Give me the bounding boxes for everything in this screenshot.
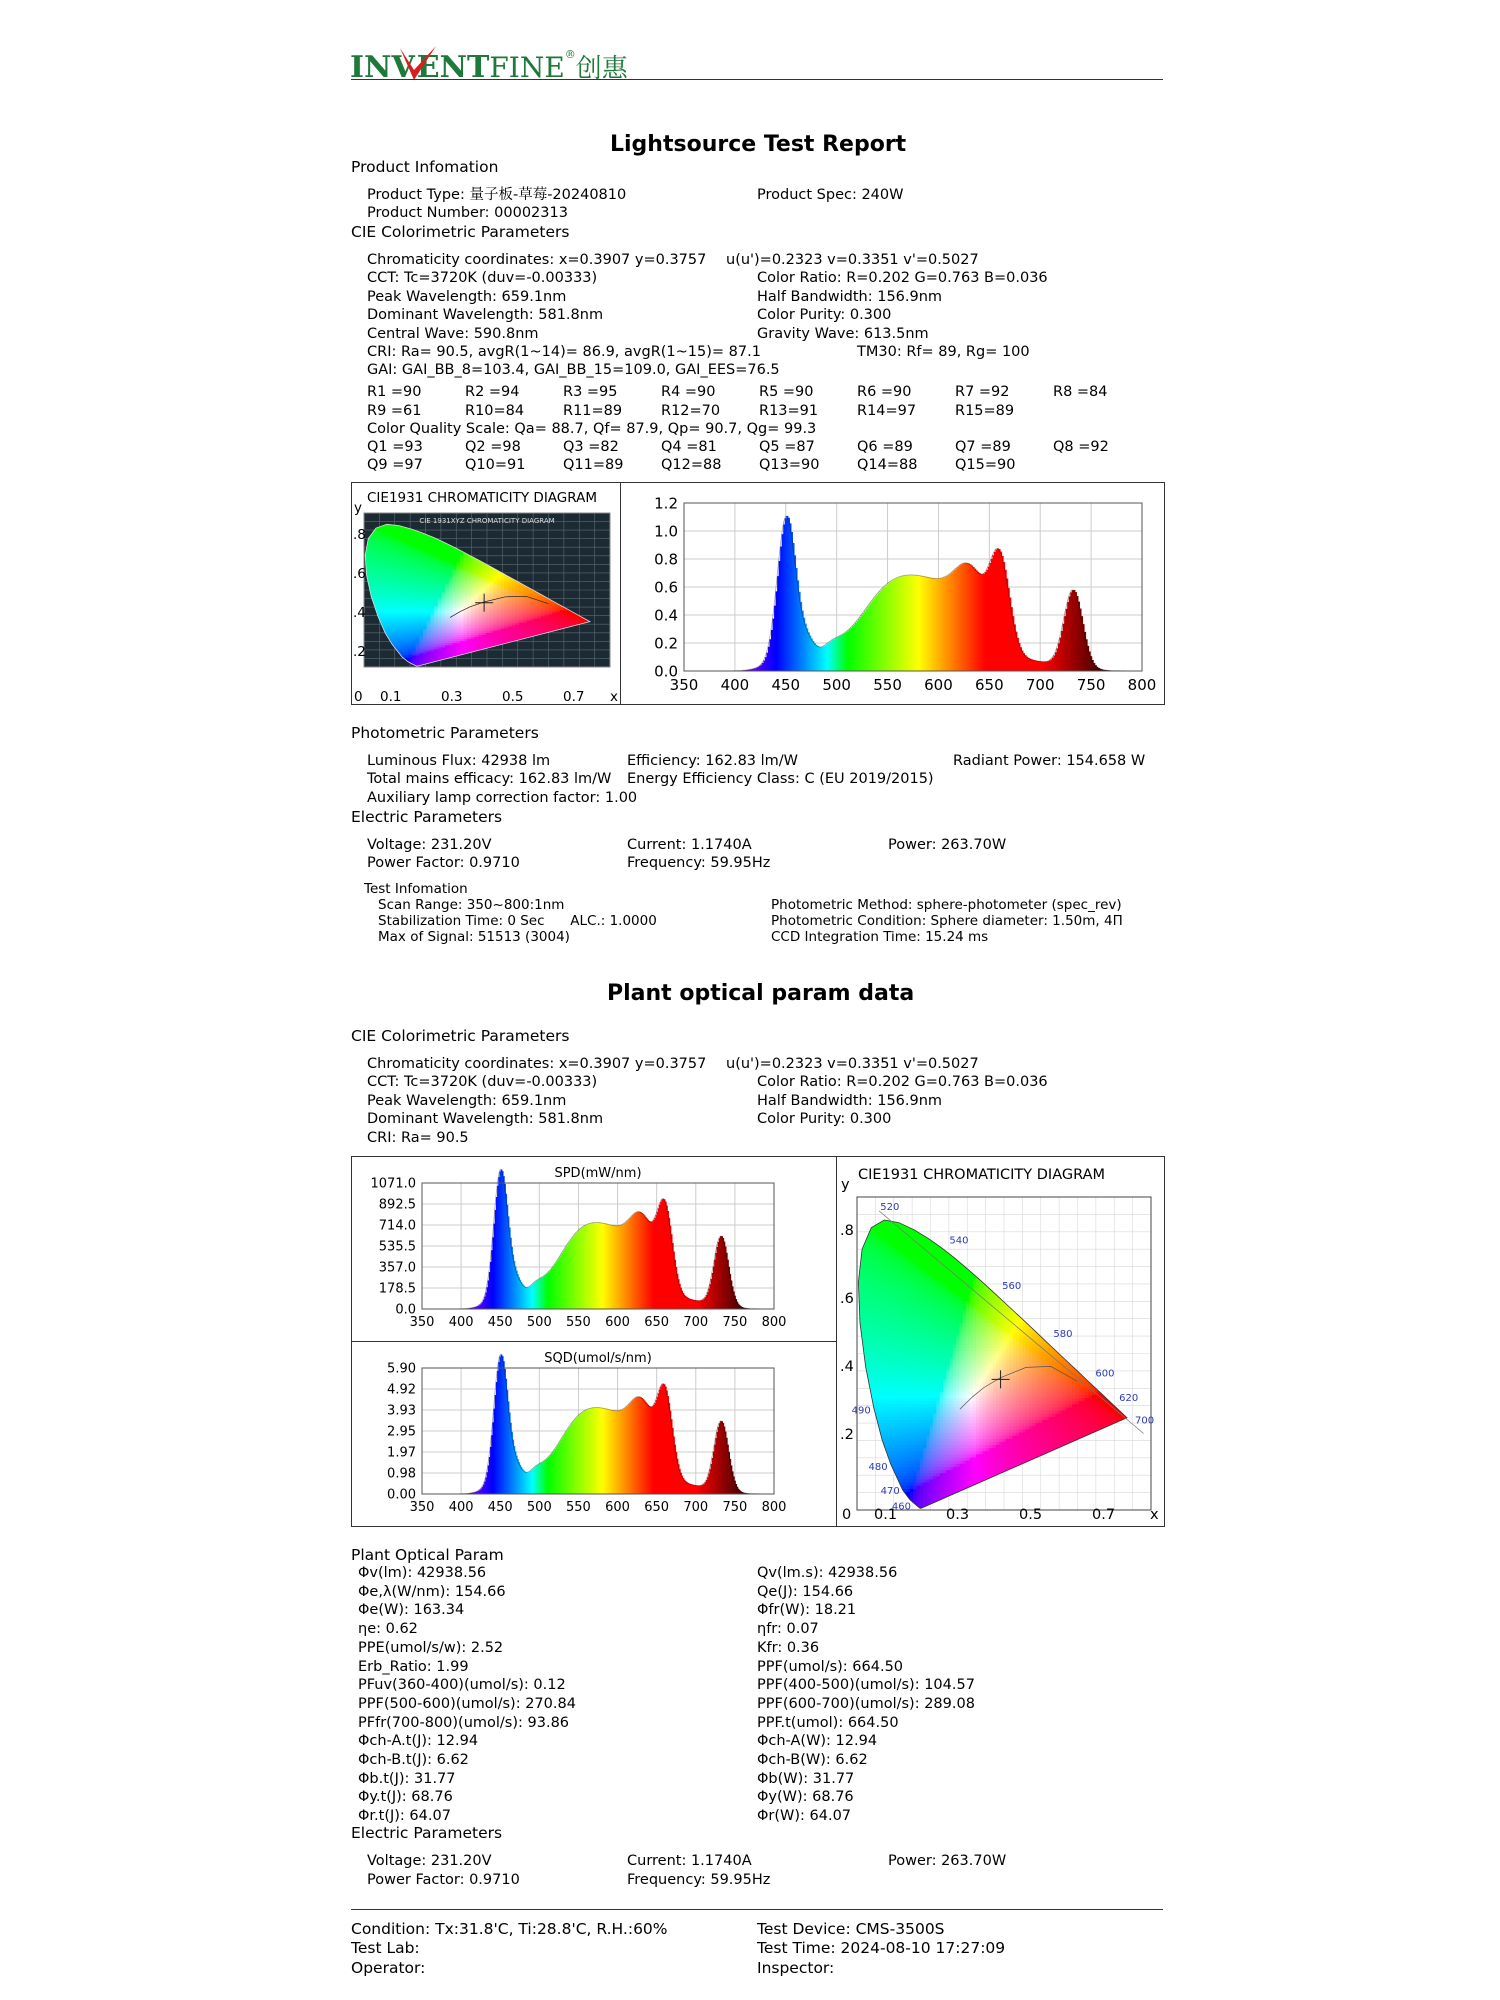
stabilization: Stabilization Time: 0 Sec ALC.: 1.0000 bbox=[378, 913, 657, 929]
spd-xtick: 400 bbox=[448, 1315, 474, 1330]
cie-wavelength-label: 600 bbox=[1095, 1368, 1115, 1380]
spec-small-ytick: 1.2 bbox=[654, 494, 678, 513]
sqd-xtick: 700 bbox=[683, 1500, 709, 1515]
test-lab: Test Lab: bbox=[351, 1939, 420, 1957]
test-device: Test Device: CMS-3500S bbox=[757, 1920, 945, 1938]
electric-heading: Electric Parameters bbox=[351, 808, 503, 826]
cie-small-xtick: 0.3 bbox=[441, 689, 463, 705]
plant-uv: u(u')=0.2323 v=0.3351 v'=0.5027 bbox=[726, 1056, 979, 1072]
r-value: R5 =90 bbox=[759, 384, 814, 400]
sqd-xtick: 500 bbox=[526, 1500, 552, 1515]
spd-xtick: 450 bbox=[487, 1315, 513, 1330]
uv-coords: u(u')=0.2323 v=0.3351 v'=0.5027 bbox=[726, 252, 979, 268]
spd-ytick: 714.0 bbox=[378, 1218, 416, 1234]
r-value: R12=70 bbox=[661, 403, 721, 419]
spec-small-ytick: 0.6 bbox=[654, 578, 678, 597]
plant-param: Φe,λ(W/nm): 154.66 bbox=[358, 1583, 506, 1600]
spec-small-ytick: 0.8 bbox=[654, 550, 678, 569]
plant-param: Φr.t(J): 64.07 bbox=[358, 1808, 451, 1825]
plant-param: Qv(lm.s): 42938.56 bbox=[757, 1565, 898, 1581]
cie-diagram-small bbox=[352, 483, 620, 703]
r-value: R9 =61 bbox=[367, 403, 422, 419]
q-value: Q1 =93 bbox=[367, 439, 423, 455]
cie-small-xtick: 0 bbox=[354, 689, 363, 705]
logo-cn: 创惠 bbox=[575, 54, 628, 84]
sqd-xtick: 550 bbox=[566, 1500, 591, 1515]
spec-small-ytick: 0.2 bbox=[654, 634, 678, 653]
tm30: TM30: Rf= 89, Rg= 100 bbox=[857, 344, 1030, 360]
cie-small-ytick: .6 bbox=[353, 566, 366, 582]
spd-ytick: 535.5 bbox=[378, 1239, 416, 1255]
plant-param: Erb_Ratio: 1.99 bbox=[358, 1658, 469, 1675]
spd-xtick: 350 bbox=[409, 1315, 435, 1330]
spd-chart bbox=[352, 1157, 836, 1341]
r-value: R15=89 bbox=[955, 403, 1015, 419]
cie-wavelength-label: 620 bbox=[1119, 1392, 1139, 1404]
sqd-ytick: 1.97 bbox=[387, 1445, 416, 1461]
spd-ytick: 178.5 bbox=[378, 1281, 416, 1297]
logo-reg: ® bbox=[564, 48, 576, 61]
plant-param: Φv(lm): 42938.56 bbox=[358, 1565, 487, 1581]
product-number: Product Number: 00002313 bbox=[367, 205, 568, 221]
product-type: Product Type: 量子板-草莓-20240810 bbox=[367, 187, 627, 203]
cie-big-xtick: 0 bbox=[842, 1507, 852, 1523]
plant-frequency: Frequency: 59.95Hz bbox=[627, 1872, 771, 1888]
plant-param: ηe: 0.62 bbox=[358, 1621, 418, 1638]
cie-wavelength-label: 520 bbox=[880, 1202, 900, 1214]
plant-param: Φch-B(W): 6.62 bbox=[757, 1752, 868, 1768]
q-value: Q12=88 bbox=[661, 457, 722, 473]
color-purity: Color Purity: 0.300 bbox=[757, 307, 892, 323]
spd-xtick: 800 bbox=[761, 1315, 787, 1330]
cie-wavelength-label: 470 bbox=[880, 1485, 900, 1497]
spec-small-ytick: 0.4 bbox=[654, 606, 678, 625]
gravity-wave: Gravity Wave: 613.5nm bbox=[757, 326, 929, 342]
cie-big-x-axis: x bbox=[1150, 1507, 1159, 1523]
cie-big-ytick: .2 bbox=[840, 1427, 854, 1443]
mains-efficacy: Total mains efficacy: 162.83 lm/W bbox=[367, 771, 612, 787]
cie-small-ytick: .8 bbox=[353, 527, 366, 543]
cie-wavelength-label: 580 bbox=[1053, 1328, 1073, 1340]
sqd-ytick: 4.92 bbox=[387, 1382, 416, 1398]
cie-wavelength-label: 560 bbox=[1002, 1280, 1022, 1292]
plant-chromaticity: Chromaticity coordinates: x=0.3907 y=0.3757 bbox=[367, 1056, 707, 1072]
q-value: Q8 =92 bbox=[1053, 439, 1109, 455]
dominant-wavelength: Dominant Wavelength: 581.8nm bbox=[367, 307, 604, 323]
cie-wavelength-label: 490 bbox=[851, 1405, 871, 1417]
report-title: Lightsource Test Report bbox=[610, 132, 907, 157]
luminous-flux: Luminous Flux: 42938 lm bbox=[367, 753, 551, 769]
peak-wavelength: Peak Wavelength: 659.1nm bbox=[367, 289, 567, 305]
plant-param: Φch-A(W): 12.94 bbox=[757, 1733, 878, 1750]
plant-param: PPF(600-700)(umol/s): 289.08 bbox=[757, 1695, 975, 1712]
cie-big-xtick: 0.7 bbox=[1092, 1507, 1116, 1523]
inspector: Inspector: bbox=[757, 1959, 835, 1977]
plant-param: ηfr: 0.07 bbox=[757, 1621, 819, 1638]
plant-param: PPF(500-600)(umol/s): 270.84 bbox=[358, 1695, 576, 1712]
plant-param: Φy(W): 68.76 bbox=[757, 1789, 854, 1806]
q-value: Q11=89 bbox=[563, 457, 624, 473]
spec-small-xtick: 400 bbox=[720, 676, 750, 694]
plant-param: Φb(W): 31.77 bbox=[757, 1770, 855, 1787]
plant-param: Φy.t(J): 68.76 bbox=[358, 1789, 453, 1806]
cie-wavelength-label: 460 bbox=[891, 1501, 912, 1513]
cie-small-x-axis: x bbox=[610, 689, 618, 705]
r-value: R8 =84 bbox=[1053, 384, 1108, 400]
plant-param: PFuv(360-400)(umol/s): 0.12 bbox=[358, 1677, 566, 1694]
cie-small-label: CIE1931 CHROMATICITY DIAGRAM bbox=[367, 490, 597, 506]
spec-small-xtick: 450 bbox=[771, 676, 801, 694]
chromaticity: Chromaticity coordinates: x=0.3907 y=0.3757 bbox=[367, 252, 707, 268]
r-value: R1 =90 bbox=[367, 384, 422, 400]
sqd-ytick: 0.00 bbox=[387, 1487, 416, 1503]
spec-small-xtick: 750 bbox=[1076, 676, 1106, 694]
ccd-time: CCD Integration Time: 15.24 ms bbox=[771, 929, 989, 945]
r-value: R13=91 bbox=[759, 403, 819, 419]
plant-param: Φb.t(J): 31.77 bbox=[358, 1770, 456, 1787]
plant-cri: CRI: Ra= 90.5 bbox=[367, 1130, 469, 1146]
half-bandwidth: Half Bandwidth: 156.9nm bbox=[757, 289, 943, 305]
spectrum-chart-small bbox=[621, 483, 1162, 703]
operator: Operator: bbox=[351, 1959, 426, 1977]
plant-peak: Peak Wavelength: 659.1nm bbox=[367, 1093, 567, 1109]
plant-electric-heading: Electric Parameters bbox=[351, 1824, 503, 1842]
q-value: Q5 =87 bbox=[759, 439, 815, 455]
spd-xtick: 750 bbox=[722, 1315, 748, 1330]
plant-power-factor: Power Factor: 0.9710 bbox=[367, 1872, 520, 1888]
cie-small-xtick: 0.5 bbox=[502, 689, 524, 705]
spec-small-xtick: 550 bbox=[873, 676, 902, 694]
sqd-xtick: 400 bbox=[448, 1500, 474, 1515]
r-value: R7 =92 bbox=[955, 384, 1010, 400]
plant-param: PPE(umol/s/w): 2.52 bbox=[358, 1639, 504, 1656]
sqd-ytick: 0.98 bbox=[387, 1466, 416, 1482]
r-value: R6 =90 bbox=[857, 384, 912, 400]
power-factor: Power Factor: 0.9710 bbox=[367, 855, 520, 871]
plant-param: Φfr(W): 18.21 bbox=[757, 1602, 857, 1619]
cie-small-y-axis: y bbox=[354, 500, 362, 516]
plant-current: Current: 1.1740A bbox=[627, 1853, 752, 1869]
sqd-chart bbox=[352, 1342, 836, 1525]
spd-xtick: 650 bbox=[644, 1315, 670, 1330]
spec-small-xtick: 500 bbox=[822, 676, 851, 694]
cie-diagram-plant bbox=[837, 1157, 1162, 1525]
scan-range: Scan Range: 350~800:1nm bbox=[378, 897, 565, 913]
q-value: Q7 =89 bbox=[955, 439, 1011, 455]
photometric-heading: Photometric Parameters bbox=[351, 724, 539, 742]
plant-purity: Color Purity: 0.300 bbox=[757, 1111, 892, 1127]
color-ratio: Color Ratio: R=0.202 G=0.763 B=0.036 bbox=[757, 270, 1048, 286]
sqd-xtick: 650 bbox=[644, 1500, 670, 1515]
sqd-xtick: 450 bbox=[487, 1500, 513, 1515]
photometric-condition: Photometric Condition: Sphere diameter: 1.50m, 4Π bbox=[771, 913, 1123, 929]
plant-param: PPF(400-500)(umol/s): 104.57 bbox=[757, 1677, 975, 1694]
sqd-ytick: 2.95 bbox=[387, 1424, 416, 1440]
cie-small-inner-title: CIE 1931XYZ CHROMATICITY DIAGRAM bbox=[419, 517, 555, 525]
cie-big-xtick: 0.5 bbox=[1019, 1507, 1043, 1523]
spec-small-xtick: 800 bbox=[1127, 676, 1157, 694]
q-value: Q6 =89 bbox=[857, 439, 913, 455]
sqd-xtick: 800 bbox=[761, 1500, 787, 1515]
plant-half-bw: Half Bandwidth: 156.9nm bbox=[757, 1093, 943, 1109]
plant-optical-heading: Plant Optical Param bbox=[351, 1546, 504, 1564]
frequency: Frequency: 59.95Hz bbox=[627, 855, 771, 871]
r-value: R3 =95 bbox=[563, 384, 618, 400]
r-value: R10=84 bbox=[465, 403, 525, 419]
spec-small-xtick: 650 bbox=[975, 676, 1004, 694]
spec-small-xtick: 350 bbox=[669, 676, 699, 694]
product-spec: Product Spec: 240W bbox=[757, 187, 904, 203]
cie-big-y-axis: y bbox=[841, 1177, 850, 1193]
cie-heading: CIE Colorimetric Parameters bbox=[351, 223, 570, 241]
gai: GAI: GAI_BB_8=103.4, GAI_BB_15=109.0, GAI_EES=76.5 bbox=[367, 362, 780, 378]
radiant-power: Radiant Power: 154.658 W bbox=[953, 753, 1146, 769]
spd-ytick: 357.0 bbox=[378, 1260, 416, 1276]
condition: Condition: Tx:31.8'C, Ti:28.8'C, R.H.:60% bbox=[351, 1920, 668, 1938]
header-rule bbox=[351, 79, 1163, 80]
plant-power: Power: 263.70W bbox=[888, 1853, 1007, 1869]
spec-small-ytick: 1.0 bbox=[654, 522, 678, 541]
plant-param: Qe(J): 154.66 bbox=[757, 1583, 854, 1600]
cie-big-xtick: 0.3 bbox=[946, 1507, 970, 1523]
voltage: Voltage: 231.20V bbox=[367, 837, 492, 853]
q-value: Q2 =98 bbox=[465, 439, 521, 455]
plant-param: PFfr(700-800)(umol/s): 93.86 bbox=[358, 1714, 570, 1731]
product-info-heading: Product Infomation bbox=[351, 158, 499, 176]
spec-small-ytick: 0.0 bbox=[654, 662, 678, 681]
sqd-ytick: 5.90 bbox=[387, 1361, 416, 1377]
spd-ytick: 892.5 bbox=[378, 1197, 416, 1213]
plant-voltage: Voltage: 231.20V bbox=[367, 1853, 492, 1869]
cie-big-label: CIE1931 CHROMATICITY DIAGRAM bbox=[858, 1167, 1106, 1183]
spec-small-xtick: 700 bbox=[1025, 676, 1055, 694]
sqd-title: SQD(umol/s/nm) bbox=[544, 1351, 652, 1366]
spd-xtick: 500 bbox=[526, 1315, 552, 1330]
plant-dominant: Dominant Wavelength: 581.8nm bbox=[367, 1111, 604, 1127]
cie-big-ytick: .6 bbox=[840, 1291, 854, 1307]
max-signal: Max of Signal: 51513 (3004) bbox=[378, 929, 570, 945]
q-value: Q3 =82 bbox=[563, 439, 619, 455]
q-value: Q14=88 bbox=[857, 457, 918, 473]
spd-title: SPD(mW/nm) bbox=[554, 1166, 642, 1181]
sqd-ytick: 3.93 bbox=[387, 1403, 416, 1419]
aux-factor: Auxiliary lamp correction factor: 1.00 bbox=[367, 790, 638, 806]
plant-param: PPF.t(umol): 664.50 bbox=[757, 1714, 899, 1731]
power: Power: 263.70W bbox=[888, 837, 1007, 853]
r-value: R11=89 bbox=[563, 403, 623, 419]
cie-big-xtick: 0.1 bbox=[874, 1507, 898, 1523]
q-value: Q9 =97 bbox=[367, 457, 423, 473]
cie-wavelength-label: 540 bbox=[949, 1235, 969, 1247]
cie-wavelength-label: 480 bbox=[868, 1461, 888, 1473]
plant-cie-heading: CIE Colorimetric Parameters bbox=[351, 1027, 570, 1045]
q-value: Q15=90 bbox=[955, 457, 1016, 473]
plant-color-ratio: Color Ratio: R=0.202 G=0.763 B=0.036 bbox=[757, 1074, 1048, 1090]
logo-ent: ENT bbox=[416, 50, 490, 85]
cie-small-ytick: .4 bbox=[353, 605, 366, 621]
sqd-xtick: 350 bbox=[409, 1500, 435, 1515]
sqd-xtick: 600 bbox=[605, 1500, 630, 1515]
logo-swoosh-icon bbox=[398, 44, 438, 84]
cie-big-ytick: .8 bbox=[840, 1223, 854, 1239]
efficiency: Efficiency: 162.83 lm/W bbox=[627, 753, 799, 769]
spd-xtick: 700 bbox=[683, 1315, 709, 1330]
test-info-heading: Test Infomation bbox=[364, 881, 468, 897]
plant-param: Φr(W): 64.07 bbox=[757, 1808, 852, 1825]
plant-param: Kfr: 0.36 bbox=[757, 1639, 820, 1656]
logo-fine: FINE bbox=[489, 51, 565, 84]
cri: CRI: Ra= 90.5, avgR(1~14)= 86.9, avgR(1~15)= 87.1 bbox=[367, 344, 761, 360]
r-value: R4 =90 bbox=[661, 384, 716, 400]
current: Current: 1.1740A bbox=[627, 837, 752, 853]
spd-xtick: 550 bbox=[566, 1315, 591, 1330]
central-wave: Central Wave: 590.8nm bbox=[367, 326, 539, 342]
energy-class: Energy Efficiency Class: C (EU 2019/2015) bbox=[627, 771, 934, 787]
sqd-xtick: 750 bbox=[722, 1500, 748, 1515]
cie-small-xtick: 0.1 bbox=[380, 689, 402, 705]
cie-small-xtick: 0.7 bbox=[563, 689, 585, 705]
r-value: R14=97 bbox=[857, 403, 917, 419]
logo-inv: INV bbox=[350, 50, 415, 85]
r-value: R2 =94 bbox=[465, 384, 520, 400]
photometric-method: Photometric Method: sphere-photometer (spec_rev) bbox=[771, 897, 1122, 913]
spd-ytick: 0.0 bbox=[395, 1302, 416, 1318]
q-value: Q4 =81 bbox=[661, 439, 717, 455]
plant-param: Φch-A.t(J): 12.94 bbox=[358, 1733, 479, 1750]
cie-wavelength-label: 700 bbox=[1135, 1415, 1155, 1427]
plant-param: Φe(W): 163.34 bbox=[358, 1602, 465, 1619]
cct: CCT: Tc=3720K (duv=-0.00333) bbox=[367, 270, 598, 286]
cqs: Color Quality Scale: Qa= 88.7, Qf= 87.9, Qp= 90.7, Qg= 99.3 bbox=[367, 421, 817, 437]
cie-big-ytick: .4 bbox=[840, 1359, 854, 1375]
test-time: Test Time: 2024-08-10 17:27:09 bbox=[757, 1939, 1006, 1957]
plant-param: PPF(umol/s): 664.50 bbox=[757, 1658, 904, 1675]
spd-ytick: 1071.0 bbox=[370, 1176, 416, 1192]
cie-small-ytick: .2 bbox=[353, 644, 366, 660]
q-value: Q10=91 bbox=[465, 457, 526, 473]
spec-small-xtick: 600 bbox=[924, 676, 953, 694]
footer-rule bbox=[351, 1909, 1163, 1910]
q-value: Q13=90 bbox=[759, 457, 820, 473]
plant-param: Φch-B.t(J): 6.62 bbox=[358, 1752, 469, 1768]
plant-cct: CCT: Tc=3720K (duv=-0.00333) bbox=[367, 1074, 598, 1090]
spd-xtick: 600 bbox=[605, 1315, 630, 1330]
plant-title: Plant optical param data bbox=[607, 981, 915, 1006]
